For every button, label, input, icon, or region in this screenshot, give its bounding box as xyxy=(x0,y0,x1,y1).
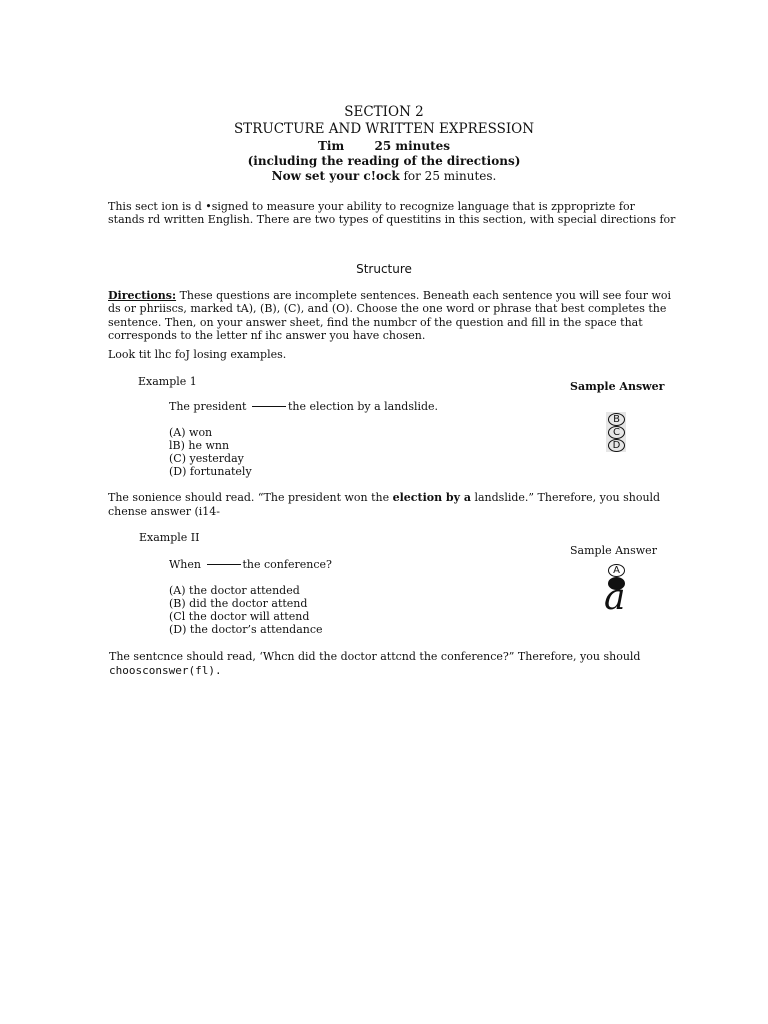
example1-explain-post: landslide.” Therefore, you should xyxy=(470,491,661,504)
example1-sentence-after: the election by a landslide. xyxy=(287,400,439,413)
example1-option-b: lB) he wnn xyxy=(169,439,230,452)
directions-label: Directions: xyxy=(108,289,177,302)
example1-option-d: (D) fortunately xyxy=(169,465,252,478)
example1-blank xyxy=(252,406,286,407)
directions-line-1 xyxy=(108,289,671,302)
example1-explain-pre: The sonience should read. “The president won the xyxy=(108,491,393,504)
clock-line xyxy=(0,169,768,183)
structure-heading: Structure xyxy=(356,262,412,276)
directions-line-4: corresponds to the letter nf ihc answer you have chosen. xyxy=(108,329,426,342)
example2-big-letter: a xyxy=(604,577,626,618)
time-value: 25 minutes xyxy=(374,139,451,153)
example2-label: Example II xyxy=(139,531,200,544)
section-title: STRUCTURE AND WRITTEN EXPRESSION xyxy=(233,121,535,137)
look-examples: Look tit lhc foJ losing examples. xyxy=(108,348,287,361)
example1-bubble-d: D xyxy=(608,439,625,452)
intro-line-2: stands rd written English. There are two types of questitins in this section, with special directions for xyxy=(108,213,676,226)
section-number: SECTION 2 xyxy=(344,104,424,120)
clock-rest: for 25 minutes. xyxy=(403,169,497,183)
time-label: Tim xyxy=(317,139,345,153)
example2-sentence-after: the conference? xyxy=(242,558,332,571)
example1-sample-label: Sample Answer xyxy=(570,380,665,393)
example2-sentence-before: When xyxy=(169,558,201,571)
example2-blank xyxy=(207,564,241,565)
example1-sentence xyxy=(169,400,438,413)
directions-text-1: These questions are incomplete sentences. Beneath each sentence you will see four woi xyxy=(179,289,672,302)
intro-line-1: This sect ion is d •signed to measure your ability to recognize language that is zpproprizte for xyxy=(108,200,635,213)
directions-line-2: ds or phriiscs, marked tA), (B), (C), and (O). Choose the one word or phrase that best completes the xyxy=(108,302,667,315)
example1-explain-bold: election by a xyxy=(392,491,471,504)
example1-bubble-c: C xyxy=(608,426,625,439)
directions-line-3: sentence. Then, on your answer sheet, find the numbcr of the question and fill in the space that xyxy=(108,316,643,329)
example2-explain-line-1: The sentcnce should read, ‘Whcn did the doctor attcnd the conference?” Therefore, you should xyxy=(109,650,641,663)
clock-bold: Now set your c!ock xyxy=(271,169,400,183)
example2-option-b: (B) did the doctor attend xyxy=(169,597,308,610)
example2-option-a: (A) the doctor attended xyxy=(169,584,300,597)
example1-label: Example 1 xyxy=(138,375,197,388)
example2-sentence xyxy=(169,558,332,571)
example2-option-d: (D) the doctor’s attendance xyxy=(169,623,323,636)
example2-explain-line-2: choosconswer(fl). xyxy=(109,664,222,677)
example1-explain-line-1 xyxy=(108,491,660,504)
example2-bubble-a: A xyxy=(608,564,625,577)
example1-bubble-b: B xyxy=(608,413,625,426)
example1-option-a: (A) won xyxy=(169,426,213,439)
including-note: (including the reading of the directions) xyxy=(247,154,521,168)
time-line xyxy=(0,139,768,153)
example1-option-c: (C) yesterday xyxy=(169,452,244,465)
example1-sentence-before: The president xyxy=(169,400,247,413)
example2-sample-label: Sample Answer xyxy=(570,544,657,557)
example1-explain-line-2: chense answer (i14- xyxy=(108,505,220,518)
example2-option-c: (Cl the doctor will attend xyxy=(169,610,310,623)
